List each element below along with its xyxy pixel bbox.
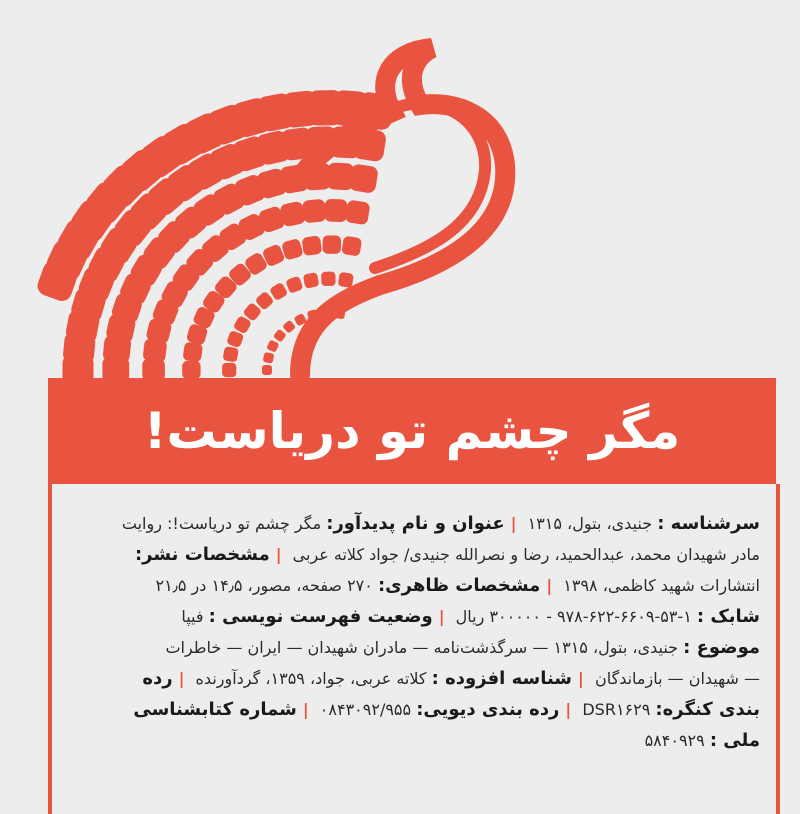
- cip-line: [60, 539, 760, 570]
- separator: |: [275, 545, 282, 564]
- separator: |: [510, 514, 517, 533]
- mosaic-square: [341, 236, 362, 257]
- cip-line: [60, 632, 760, 663]
- mosaic-square: [182, 361, 200, 379]
- field-label: موضوع :: [683, 637, 760, 658]
- field-label: مشخصات ظاهری:: [377, 575, 541, 596]
- mosaic-square: [322, 235, 341, 254]
- field-label: شناسه افزوده :: [431, 668, 573, 689]
- field-value: انتشارات شهید کاظمی، ۱۳۹۸: [558, 576, 760, 595]
- separator: |: [438, 607, 445, 626]
- mosaic-square: [338, 272, 354, 288]
- mosaic-square: [222, 346, 238, 362]
- field-label: وضعیت فهرست نویسی :: [208, 606, 433, 627]
- mosaic-square: [262, 365, 272, 375]
- teapot-mosaic-logo-icon: [0, 0, 800, 380]
- mosaic-square: [324, 199, 347, 222]
- separator: |: [578, 669, 584, 688]
- field-label: مشخصات نشر:: [134, 544, 270, 565]
- field-label: عنوان و نام پدیدآور:: [326, 513, 505, 534]
- field-value: ۵۸۴۰۹۲۹: [644, 731, 710, 750]
- field-label: رده بندی دیویی:: [416, 699, 560, 720]
- field-value: جنیدی، بتول، ۱۳۱۵ — سرگذشت‌نامه — مادران شهیدان — ایران — خاطرات: [165, 638, 684, 657]
- cip-line: [60, 508, 760, 539]
- mosaic-square: [269, 282, 288, 301]
- separator: |: [178, 669, 185, 688]
- mosaic-square: [285, 276, 303, 294]
- cip-line: [60, 570, 760, 601]
- cip-line: [60, 663, 760, 694]
- separator: |: [546, 576, 553, 595]
- field-value: مادر شهیدان محمد، عبدالحمید، رضا و نصرالله جنیدی/ جواد کلاته عربی: [287, 545, 760, 564]
- mosaic-square: [302, 235, 323, 256]
- cataloging-record: [60, 508, 760, 756]
- field-value: کلاته عربی، جواد، ۱۳۵۹، گردآورنده: [190, 669, 432, 688]
- mosaic-square: [302, 199, 327, 224]
- field-label: بندی کنگره:: [655, 699, 760, 720]
- mosaic-square: [282, 320, 296, 334]
- field-label: رده: [142, 668, 173, 689]
- mosaic-square: [273, 329, 287, 343]
- mosaic-square: [263, 352, 275, 364]
- field-value: ۰۸۴۳۰۹۲/۹۵۵: [314, 700, 417, 719]
- field-value: فیپا: [181, 607, 209, 626]
- field-value: ۱-۵۳-۶۶۰۹-۶۲۲-۹۷۸ - ۳۰۰۰۰۰ ریال: [450, 607, 697, 626]
- mosaic-square: [348, 163, 379, 194]
- book-title: مگر چشم تو دریاست!: [143, 402, 681, 460]
- field-value: مگر چشم تو دریاست!: روایت: [121, 514, 327, 533]
- field-label: ملی :: [709, 730, 760, 751]
- mosaic-square: [281, 238, 304, 261]
- mosaic-square: [182, 342, 203, 363]
- mosaic-square: [142, 359, 165, 380]
- cip-line: [60, 694, 760, 725]
- mosaic-square: [222, 363, 236, 377]
- mosaic-square: [303, 272, 320, 289]
- cip-line: [60, 725, 760, 756]
- mosaic-square: [321, 272, 335, 286]
- field-value: جنیدی، بتول، ۱۳۱۵: [522, 514, 658, 533]
- field-value: ۲۷۰ صفحه، مصور، ۱۴٫۵ در ۲۱٫۵: [155, 576, 378, 595]
- mosaic-square: [226, 330, 244, 348]
- field-label: سرشناسه :: [657, 513, 760, 534]
- title-banner: [48, 378, 776, 484]
- separator: |: [302, 700, 309, 719]
- separator: |: [565, 700, 572, 719]
- cip-line: [60, 601, 760, 632]
- field-value: DSR۱۶۲۹: [577, 700, 656, 719]
- field-label: شابک :: [696, 606, 760, 627]
- field-value: — شهیدان — بازماندگان: [589, 669, 760, 688]
- field-label: شماره کتابشناسی: [133, 699, 297, 720]
- mosaic-square: [266, 339, 279, 352]
- mosaic-square: [345, 199, 371, 225]
